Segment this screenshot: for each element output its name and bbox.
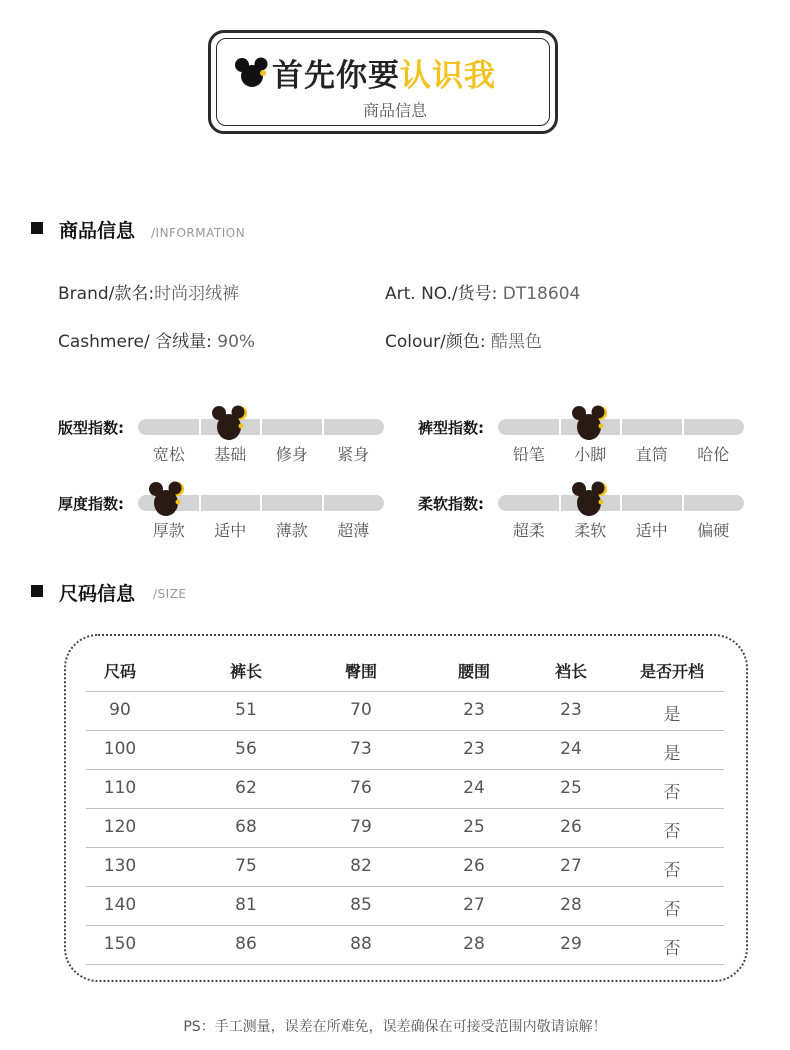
index-bar-divider xyxy=(260,495,262,511)
index-bar-divider xyxy=(620,419,622,435)
index-option: 铅笔 xyxy=(512,445,545,464)
table-row-divider xyxy=(86,925,724,926)
table-cell: 24 xyxy=(463,778,485,798)
index-option: 紧身 xyxy=(337,445,370,464)
index-option: 薄款 xyxy=(275,521,308,540)
table-cell: 29 xyxy=(560,934,582,954)
table-row-divider xyxy=(86,691,724,692)
table-cell: 110 xyxy=(103,778,137,798)
table-row-divider xyxy=(86,847,724,848)
table-cell: 79 xyxy=(350,817,372,837)
brand-label: Brand/款名: xyxy=(58,284,155,304)
index-option: 修身 xyxy=(275,445,308,464)
index-option: 超柔 xyxy=(512,521,545,540)
index-option: 柔软 xyxy=(574,521,607,540)
index-marker-mouse-icon xyxy=(570,480,610,518)
colour-label: Colour/颜色: xyxy=(385,332,486,352)
index-option: 基础 xyxy=(214,445,247,464)
index-marker-mouse-icon xyxy=(210,404,250,442)
table-cell: 25 xyxy=(560,778,582,798)
art-no-value: DT18604 xyxy=(502,284,581,304)
table-cell: 85 xyxy=(350,895,372,915)
index-bar-divider xyxy=(199,495,201,511)
size-section-title: 尺码信息 xyxy=(59,583,136,605)
table-row-divider xyxy=(86,730,724,731)
index-option: 适中 xyxy=(214,521,247,540)
mouse-head-icon xyxy=(234,56,270,88)
index-bar-divider xyxy=(682,495,684,511)
footer-note: PS：手工测量，误差在所难免，误差确保在可接受范围内敬请谅解！ xyxy=(183,1019,607,1035)
index-option: 小脚 xyxy=(574,445,607,464)
table-cell: 28 xyxy=(463,934,485,954)
index-label: 版型指数: xyxy=(58,419,124,437)
table-header-cell: 是否开档 xyxy=(639,662,704,681)
index-option: 超薄 xyxy=(337,521,370,540)
table-cell: 51 xyxy=(235,700,257,720)
table-cell: 75 xyxy=(235,856,257,876)
table-cell: 23 xyxy=(560,700,582,720)
cashmere-label: Cashmere/ 含绒量: xyxy=(58,332,212,352)
index-bar-divider xyxy=(260,419,262,435)
index-marker-mouse-icon xyxy=(147,480,187,518)
index-option: 直筒 xyxy=(635,445,668,464)
table-cell: 76 xyxy=(350,778,372,798)
index-bar-divider xyxy=(199,419,201,435)
table-header-cell: 臀围 xyxy=(344,662,377,681)
table-cell: 140 xyxy=(103,895,137,915)
index-option: 宽松 xyxy=(152,445,185,464)
product-section-title: 商品信息 xyxy=(59,220,136,242)
table-cell: 82 xyxy=(350,856,372,876)
index-option: 哈伦 xyxy=(697,445,730,464)
index-label: 裤型指数: xyxy=(418,419,484,437)
table-cell: 62 xyxy=(235,778,257,798)
table-cell: 否 xyxy=(663,861,681,881)
table-cell: 否 xyxy=(663,783,681,803)
index-label: 厚度指数: xyxy=(58,495,124,513)
table-cell: 否 xyxy=(663,900,681,920)
table-cell: 28 xyxy=(560,895,582,915)
index-bar-divider xyxy=(559,419,561,435)
table-cell: 否 xyxy=(663,822,681,842)
table-cell: 26 xyxy=(560,817,582,837)
art-no-line xyxy=(385,279,580,304)
table-header-cell: 尺码 xyxy=(103,662,136,681)
table-cell: 68 xyxy=(235,817,257,837)
table-cell: 70 xyxy=(350,700,372,720)
index-option: 厚款 xyxy=(152,521,185,540)
table-cell: 27 xyxy=(463,895,485,915)
table-cell: 是 xyxy=(663,705,681,725)
brand-value: 时尚羽绒裤 xyxy=(154,284,240,304)
table-cell: 81 xyxy=(235,895,257,915)
product-section-title-en: /INFORMATION xyxy=(151,226,246,240)
header-title: 首先你要认识我 xyxy=(272,58,496,94)
table-cell: 56 xyxy=(235,739,257,759)
cashmere-line xyxy=(58,327,255,352)
table-row-divider xyxy=(86,964,724,965)
cashmere-value: 90% xyxy=(217,332,256,352)
table-cell: 100 xyxy=(103,739,137,759)
size-section-title-en: /SIZE xyxy=(153,587,187,601)
table-header-cell: 裆长 xyxy=(554,662,587,681)
index-option: 偏硬 xyxy=(697,521,730,540)
table-header-cell: 裤长 xyxy=(229,662,262,681)
index-option: 适中 xyxy=(635,521,668,540)
colour-line xyxy=(385,327,542,352)
table-cell: 88 xyxy=(350,934,372,954)
table-cell: 90 xyxy=(109,700,131,720)
table-row-divider xyxy=(86,808,724,809)
table-cell: 27 xyxy=(560,856,582,876)
table-row-divider xyxy=(86,769,724,770)
index-bar-divider xyxy=(322,419,324,435)
index-bar-divider xyxy=(322,495,324,511)
colour-value: 酷黑色 xyxy=(491,332,543,352)
index-bar-divider xyxy=(682,419,684,435)
table-cell: 23 xyxy=(463,700,485,720)
index-label: 柔软指数: xyxy=(418,495,484,513)
table-cell: 120 xyxy=(103,817,137,837)
table-row-divider xyxy=(86,886,724,887)
index-marker-mouse-icon xyxy=(570,404,610,442)
table-cell: 是 xyxy=(663,744,681,764)
table-cell: 23 xyxy=(463,739,485,759)
table-cell: 否 xyxy=(663,939,681,959)
index-bar-divider xyxy=(559,495,561,511)
black-square-icon xyxy=(31,585,43,597)
header-subtitle: 商品信息 xyxy=(362,101,427,120)
table-cell: 26 xyxy=(463,856,485,876)
table-cell: 150 xyxy=(103,934,137,954)
table-cell: 130 xyxy=(103,856,137,876)
header-title-highlight: 认识我 xyxy=(400,58,496,94)
art-no-label: Art. NO./货号: xyxy=(385,284,498,304)
table-header-cell: 腰围 xyxy=(457,662,490,681)
black-square-icon xyxy=(31,222,43,234)
table-cell: 24 xyxy=(560,739,582,759)
brand-line xyxy=(58,279,239,304)
table-cell: 73 xyxy=(350,739,372,759)
table-cell: 25 xyxy=(463,817,485,837)
index-bar-divider xyxy=(620,495,622,511)
table-cell: 86 xyxy=(235,934,257,954)
